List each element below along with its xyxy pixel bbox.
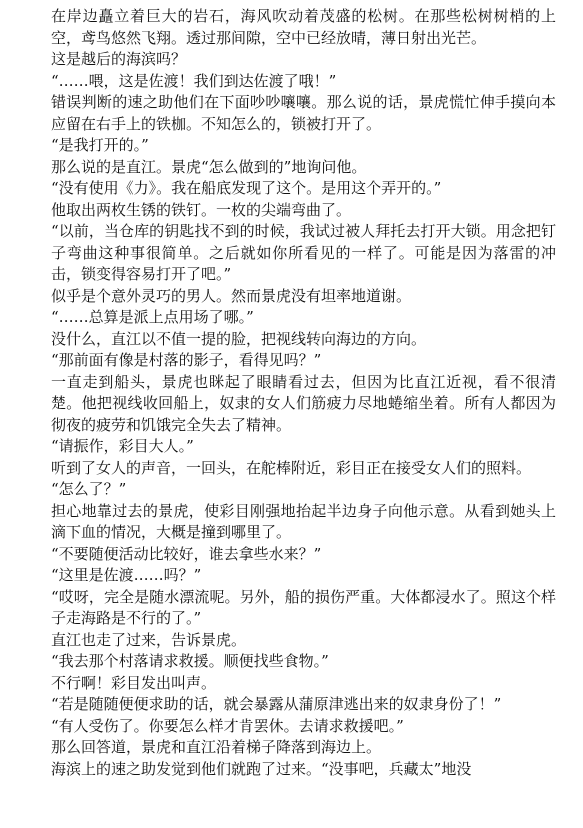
paragraph-12: 没什么，直江以不值一提的脸，把视线转向海边的方向。 <box>51 329 427 348</box>
paragraph-18: 担心地靠过去的景虎，使彩目刚强地抬起半边身子向他示意。从看到她头上滴下血的情况，大概是撞到哪里了。 <box>51 501 556 541</box>
paragraph-27: 那么回答道，景虎和直江沿着梯子降落到海边上。 <box>51 738 382 756</box>
paragraph-23: “我去那个村落请求救援。顺便找些食物。” <box>51 652 329 670</box>
paragraph-5: “是我打开的。” <box>51 136 149 154</box>
paragraph-2: 这是越后的海滨吗？ <box>51 50 187 68</box>
paragraph-17: “怎么了？” <box>51 480 127 498</box>
paragraph-14: 一直走到船头，景虎也眯起了眼睛看过去，但因为比直江近视，看不很清楚。他把视线收回船上，奴隶的女人们筋疲力尽地蜷缩坐着。所有人都因为彻夜的疲劳和饥饿完全失去了精神。 <box>51 372 556 434</box>
paragraph-16: 听到了女人的声音，一回头，在舵棒附近，彩目正在接受女人们的照料。 <box>51 458 532 477</box>
paragraph-26: “有人受伤了。你要怎么样才肯罢休。去请求救援吧。” <box>51 716 404 735</box>
paragraph-21: “哎呀，完全是随水漂流呢。另外，船的损伤严重。大体都浸水了。照这个样子走海路是不行的了。” <box>51 587 556 627</box>
document-page <box>51 6 556 780</box>
paragraph-25: “若是随随便便求助的话，就会暴露从蒲原津逃出来的奴隶身份了！” <box>51 695 502 713</box>
paragraph-7: “没有使用《力》。我在船底发现了这个。是用这个弄开的。” <box>51 179 442 197</box>
paragraph-10: 似乎是个意外灵巧的男人。然而景虎没有坦率地道谢。 <box>51 286 412 305</box>
paragraph-19: “不要随便活动比较好，谁去拿些水来？” <box>51 544 322 563</box>
paragraph-15: “请振作，彩目大人。” <box>51 437 194 455</box>
paragraph-9: “以前，当仓库的钥匙找不到的时候，我试过被人拜托去打开大锁。用念把钉子弯曲这种事很简单。之后就如你所看见的一样了。可能是因为落雷的冲击，锁变得容易打开了吧。” <box>51 222 556 283</box>
paragraph-11: “……总算是派上点用场了哪。” <box>51 308 254 326</box>
paragraph-4: 错误判断的速之助他们在下面吵吵嚷嚷。那么说的话，景虎慌忙伸手摸向本应留在右手上的铁枷。不知怎么的，锁被打开了。 <box>51 93 556 133</box>
paragraph-1: 在岸边矗立着巨大的岩石，海风吹动着茂盛的松树。在那些松树树梢的上空，鸢鸟悠然飞翔。透过那间隙，空中已经放晴，薄日射出光芒。 <box>51 7 556 47</box>
paragraph-3: “……喂，这是佐渡！我们到达佐渡了哦！” <box>51 71 337 90</box>
paragraph-6: 那么说的是直江。景虎“怎么做到的”地询问他。 <box>51 157 367 176</box>
paragraph-24: 不行啊！彩目发出叫声。 <box>51 673 217 692</box>
paragraph-13: “那前面有像是村落的影子，看得见吗？” <box>51 351 322 369</box>
paragraph-20: “这里是佐渡……吗？” <box>51 566 202 584</box>
paragraph-28: 海滨上的速之助发觉到他们就跑了过来。“没事吧，兵藏太”地没 <box>51 759 472 778</box>
paragraph-22: 直江也走了过来，告诉景虎。 <box>51 630 247 649</box>
paragraph-8: 他取出两枚生锈的铁钉。一枚的尖端弯曲了。 <box>51 200 352 219</box>
